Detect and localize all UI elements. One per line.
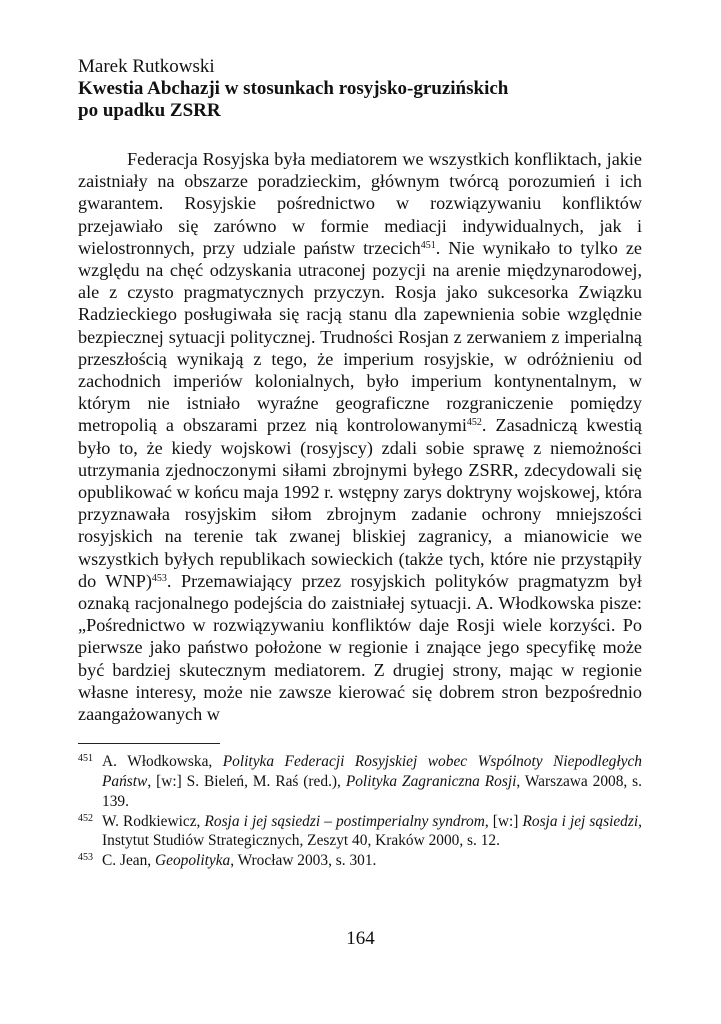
footnote-number: 452 <box>78 812 93 824</box>
body-segment-4: . Przemawiający przez rosyjskich polityków pragmatyzm był oznaką racjonalnego podejścia do zaistniałej sytuacji. A. Włodkowska pisze: „Pośrednictwo w rozwiązywaniu konfliktów daje Rosji wiele korzyści. Po pierwsze jako państwo położone w regionie i znające jego specyfikę może być bardziej skutecznym mediatorem. Z drugiej strony, mając w regionie własne interesy, może nie zawsze kierować się dobrem stron bezpośrednio zaangażowanych w <box>78 570 642 725</box>
footnote-ref-453[interactable]: 453 <box>151 572 167 584</box>
page-content <box>78 56 642 871</box>
page-number: 164 <box>346 928 375 949</box>
footnote-title-italic: Geopolityka <box>155 851 231 869</box>
footnotes <box>78 752 642 870</box>
footnote-453 <box>78 851 642 871</box>
footnote-author: C. Jean, <box>102 851 156 869</box>
body-paragraph <box>78 148 642 725</box>
footnote-text <box>102 812 642 851</box>
footnote-title-italic: Polityka Zagraniczna Rosji <box>345 773 517 791</box>
footnote-text-part: , Instytut Studiów Strategicznych, Zeszyt 40, Kraków 2000, s. 12. <box>102 812 643 850</box>
footnote-author: W. Rodkiewicz, <box>102 812 205 830</box>
footnote-number: 451 <box>78 753 93 765</box>
body-segment-3: . Zasadniczą kwestią było to, że kiedy wojskowi (rosyjscy) zdali sobie sprawę z niemożności utrzymania zjednoczonymi siłami zbrojnymi byłego ZSRR, zdecydowali się opublikować w końcu maja 1992 r. wstępny zarys doktryny wojskowej, która przyznawała rosyjskim siłom zbrojnym zadanie ochrony mniejszości rosyjskich na terenie tak zwanej bliskiej zagranicy, a mianowicie we wszystkich byłych republikach sowieckich (także tych, które nie przystąpiły do WNP) <box>78 415 642 591</box>
footnote-text-part: , [w:] <box>484 812 523 830</box>
title-line-2: po upadku ZSRR <box>78 100 221 121</box>
footnote-text <box>102 851 642 871</box>
footnote-title-italic: Rosja i jej sąsiedzi <box>522 812 639 830</box>
footnote-text-part: , Wrocław 2003, s. 301. <box>230 851 377 869</box>
footnote-text-part: , [w:] S. Bieleń, M. Raś (red.), <box>147 773 346 791</box>
footnote-title-italic: Polityka Federacji Rosyjskiej wobec Wspólnoty Niepodległych Państw <box>102 753 642 791</box>
body-segment-2: . Nie wynikało to tylko ze względu na chęć odzyskania utraconej pozycji na arenie międzynarodowej, ale z czysto pragmatycznych przyczyn. Rosja jako sukcesorka Związku Radzieckiego posługiwała się racją stanu dla zapewnienia sobie względnie bezpiecznej sytuacji politycznej. Trudności Rosjan z zerwaniem z imperialną przeszłością wynikają z tego, że imperium rosyjskie, w odróżnieniu od zachodnich imperiów kolonialnych, było imperium kontynentalnym, w którym nie istniało wyraźne geograficzne rozgraniczenie pomiędzy metropolią a obszarami przez nią kontrolowanymi <box>78 237 642 436</box>
footnote-452 <box>78 812 642 851</box>
footnote-ref-452[interactable]: 452 <box>466 417 482 429</box>
chapter-title <box>78 78 642 122</box>
footnote-title-italic: Rosja i jej sąsiedzi – postimperialny syndrom <box>204 812 485 830</box>
footnote-ref-451[interactable]: 451 <box>420 239 436 251</box>
body-segment-1: Federacja Rosyjska była mediatorem we wszystkich konfliktach, jakie zaistniały na obszarze poradzieckim, głównym twórcą porozumień i ich gwarantem. Rosyjskie pośrednictwo w rozwiązywaniu konfliktów przejawiało się zarówno w formie mediacji indywidualnych, jak i wielostronnych, przy udziale państw trzecich <box>78 149 642 258</box>
footnote-separator <box>78 743 220 744</box>
footnote-451 <box>78 752 642 811</box>
author-name: Marek Rutkowski <box>78 56 215 77</box>
footnote-author: A. Włodkowska, <box>102 753 223 771</box>
footnote-text-part: , Warszawa 2008, s. 139. <box>102 773 642 810</box>
footnote-number: 453 <box>78 851 93 863</box>
footnote-text <box>102 752 642 811</box>
title-line-1: Kwestia Abchazji w stosunkach rosyjsko-gruzińskich <box>78 78 509 99</box>
